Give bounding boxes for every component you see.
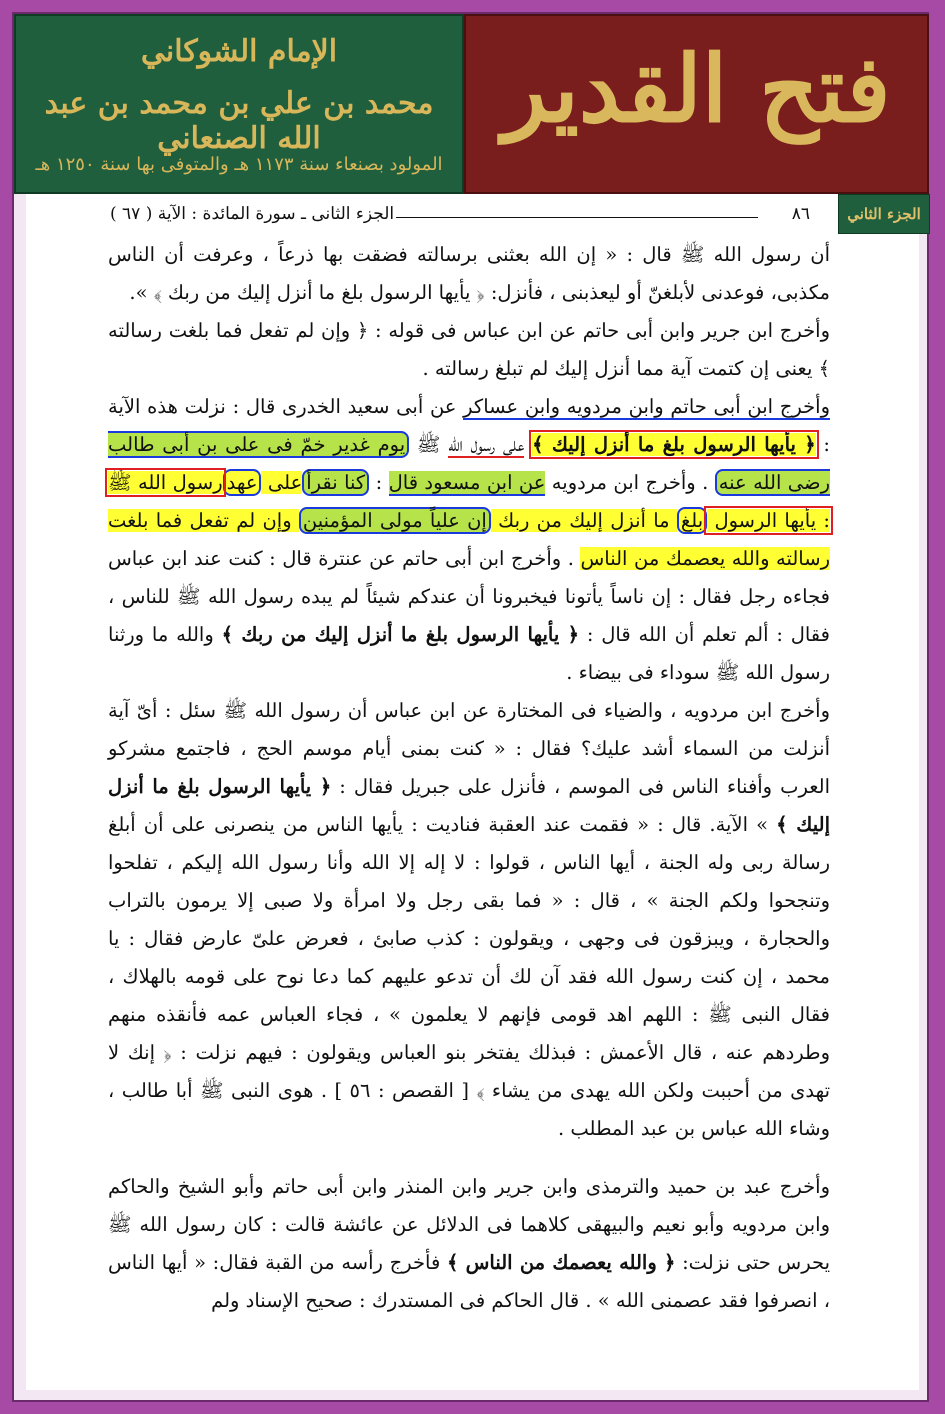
main-text — [108, 236, 830, 1320]
paragraph-5: وأخرج عبد بن حميد والترمذى وابن جرير وابن المنذر وابن أبى حاتم وأبو الشيخ والحاكم وابن مردويه وأبو نعيم والبيهقى كلاهما فى الدلائل عن عائشة قالت : كان رسول الله ﷺ يحرس حتى نزلت: ﴿ والله يعصمك من الناس ﴾ فأخرج رأسه من القبة فقال: « أيها الناس ، انصرفوا فقد عصمنى الله » . قال الحاكم فى المستدرك : صحيح الإسناد ولم — [108, 1175, 830, 1312]
paragraph-1: أن رسول الله ﷺ قال : « إن الله بعثنى برسالته فضقت بها ذرعاً ، وعرفت أن الناس مكذبى، فوعدنى لأبلغنّ أو ليعذبنى ، فأنزل: ﴿ يأيها الرسول بلغ ما أنزل إليك من ربك ﴾ ». — [108, 243, 830, 304]
ibn-masud-highlighted: عن ابن مسعود قال — [388, 471, 546, 494]
verse-highlighted: ﴿ يأيها الرسول بلغ ما أنزل إليك ﴾ — [532, 433, 816, 456]
balligh-circled: بلغ — [677, 507, 707, 534]
author-title: الإمام الشوكاني — [140, 34, 338, 69]
paragraph-3: وأخرج ابن أبى حاتم وابن مردويه وابن عساكر عن أبى سعيد الخدرى قال : نزلت هذه الآية : ﴿ يأيها الرسول بلغ ما أنزل إليك ﴾ على رسول الله ﷺ يوم غدير خمّ فى على بن أبى طالب رضى الله عنه . وأخرج ابن مردويه عن ابن مسعود قال : كنا نقرأعلى عهدرسول الله ﷺ : يأيها الرسول بلغ ما أنزل إليك من ربك إن علياً مولى المؤمنين وإن لم تفعل فما بلغت رسالته والله يعصمك من الناس . وأخرج ابن أبى حاتم عن عنترة قال : كنت عند ابن عباس فجاءه رجل فقال : إن ناساً يأتونا فيخبرونا أن عندكم شيئاً لم يبده رسول الله ﷺ للناس ، فقال : ألم تعلم أن الله قال : ﴿ يأيها الرسول بلغ ما أنزل إليك من ربك ﴾ والله ما ورثنا رسول الله ﷺ سوداء فى بيضاء . — [108, 395, 831, 684]
verse-bold-3: ﴿ والله يعصمك من الناس ﴾ — [446, 1251, 676, 1274]
narrators-underlined: وأخرج ابن أبى حاتم وابن مردويه وابن عساكر — [463, 395, 830, 418]
paragraph-gap — [108, 1148, 830, 1168]
paragraph-4: وأخرج ابن مردويه ، والضياء فى المختارة عن ابن عباس أن رسول الله ﷺ سئل : أىّ آية أنزلت من السماء أشد عليك؟ فقال : « كنت بمنى أيام موسم الحج ، فاجتمع مشركو العرب وأفناء الناس فى الموسم ، فأنزل على جبريل فقال : ﴿ يأيها الرسول بلغ ما أنزل إليك ﴾ » الآية. قال : « فقمت عند العقبة فناديت : يأيها الناس من ينصرنى على أن أبلغ رسالة ربى وله الجنة ، أيها الناس ، قولوا : لا إله إلا الله وأنا رسول الله إليكم ، تفلحوا وتنجحوا ولكم الجنة » ، قال : « فما بقى رجل ولا امرأة ولا صبى إلا يرمون بالتراب والحجارة ، ويبزقون فى وجهى ، ويقولون : كذب صابئ ، فعرض علىّ عارض فقال : يا محمد ، إن كنت رسول الله فقد آن لك أن تدعو عليهم كما دعا نوح على قومه بالهلاك ، فقال النبى ﷺ : اللهم اهد قومى فإنهم لا يعلمون » ، فجاء العباس عمه فأنقذه منهم وطردهم عنه ، قال الأعمش : فبذلك يفتخر بنو العباس ويقولون : فيهم نزلت : ﴿ إنك لا تهدى من أحببت ولكن الله يهدى من يشاء ﴾ [ القصص : ٥٦ ] . هوى النبى ﷺ أبا طالب ، وشاء الله عباس بن عبد المطلب . — [108, 699, 830, 1140]
recitation-highlighted: رسول الله ﷺ : يأيها الرسول — [108, 471, 830, 532]
title-panel — [464, 14, 929, 194]
paragraph-2: وأخرج ابن جرير وابن أبى حاتم عن ابن عباس فى قوله : ﴿ وإن لم تفعل فما بلغت رسالته ﴾ يعنى إن كتمت آية مما أنزل إليك لم تبلغ رسالته . — [108, 319, 830, 380]
volume-badge: الجزء الثاني — [838, 194, 930, 234]
ghadir-highlighted: يوم غدير خمّ فى على بن أبى طالب رضى الله عنه — [108, 433, 830, 494]
verse-bold-2: ﴿ يأيها الرسول بلغ ما أنزل إليك ﴾ — [108, 775, 830, 836]
ahd-circled: عهد — [223, 469, 262, 496]
page-number: ٨٦ — [791, 204, 810, 224]
header-rule — [396, 217, 758, 218]
prophet-underlined: على رسول الله — [448, 433, 525, 456]
author-name: محمد بن علي بن محمد بن عبد الله الصنعاني — [44, 86, 434, 156]
mawla-highlighted: إن علياً مولى المؤمنين — [299, 507, 491, 534]
book-banner — [14, 14, 929, 194]
running-header — [110, 204, 810, 226]
running-title: الجزء الثانى ـ سورة المائدة : الآية ( ٦٧ ) — [110, 204, 395, 224]
book-title: فتح القدير — [502, 35, 891, 143]
verse-bold: ﴿ يأيها الرسول بلغ ما أنزل إليك من ربك ﴾ — [221, 623, 580, 646]
kunna-naqra: كنا نقرأ — [302, 469, 369, 496]
author-panel — [14, 14, 464, 194]
author-dates: المولود بصنعاء سنة ١١٧٣ هـ والمتوفى بها سنة ١٢٥٠ هـ — [35, 154, 443, 175]
